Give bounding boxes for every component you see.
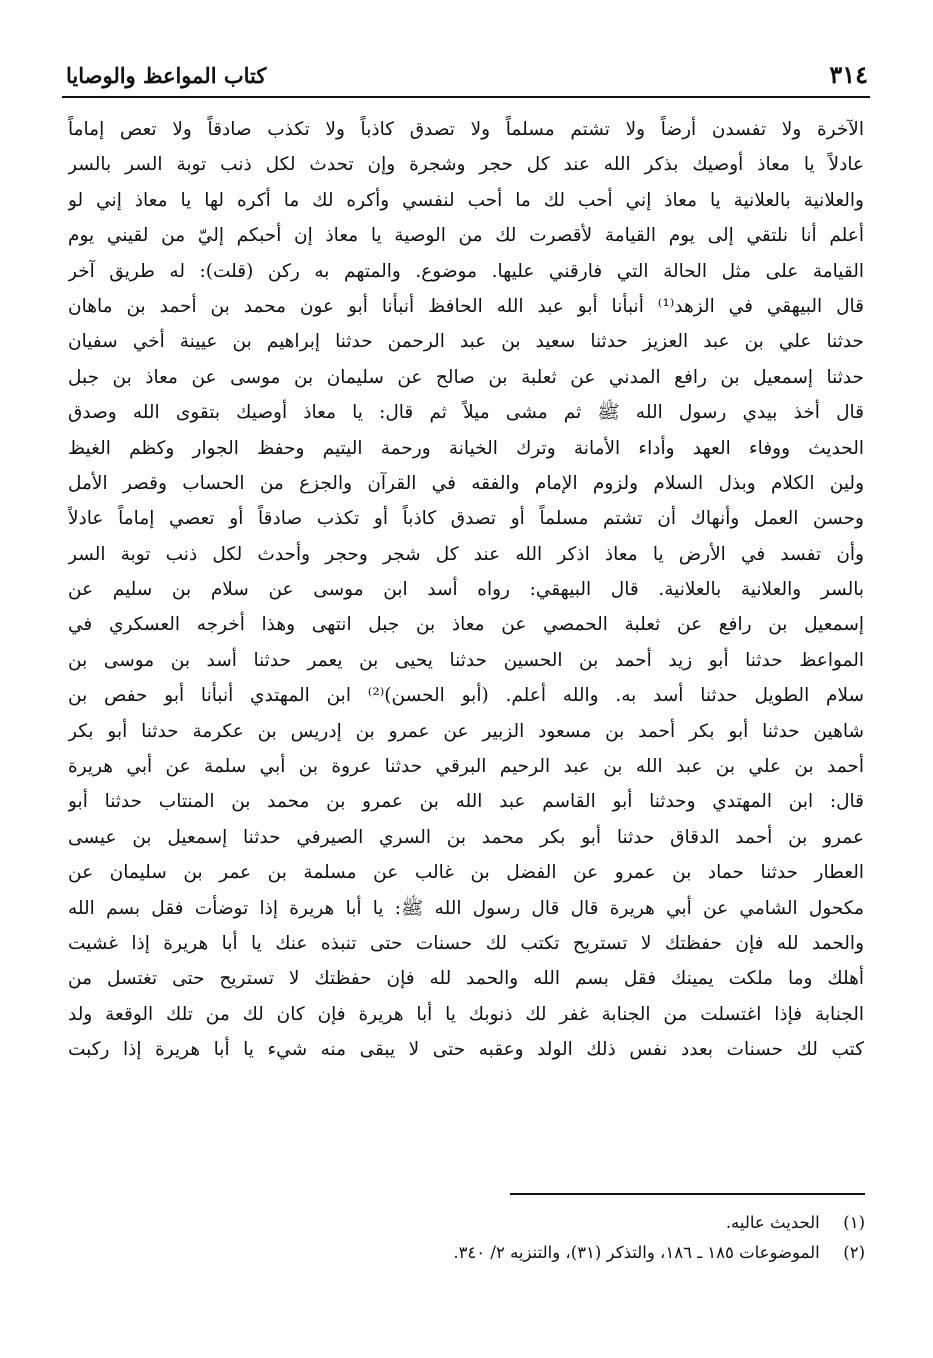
- page-number: ٣١٤: [829, 60, 868, 89]
- text-line: الجنابة فإذا اغتسلت من الجنابة غفر لك ذنوبك يا أبا هريرة فإن كان لك من تلك الوقعة ولد: [68, 1003, 864, 1025]
- text-line: قال أخذ بيدي رسول الله ﷺ ثم مشى ميلاً ثم قال: يا معاذ أوصيك بتقوى الله وصدق: [68, 402, 864, 424]
- text-line: وأن تفسد في الأرض يا معاذ اذكر الله عند كل شجر وحجر وأحدث لكل ذنب توبة السر: [68, 543, 864, 565]
- main-text: [68, 112, 864, 1068]
- text-line: أعلم أنا نلتقي إلى يوم القيامة لأقصرت لك من الوصية يا معاذ إن أحبكم إليّ من لقيني يوم: [68, 225, 864, 247]
- text-line: عمرو بن أحمد الدقاق حدثنا أبو بكر محمد بن السري الصيرفي حدثنا إسمعيل بن عيسى: [68, 826, 864, 848]
- text-line: أهلك وما ملكت يمينك فقل بسم الله والحمد لله فإن حفظتك لا تستريح حتى تغتسل من: [68, 968, 864, 990]
- text-line: قال: ابن المهتدي وحدثنا أبو القاسم عبد الله بن عمرو بن محمد بن المنتاب حدثنا أبو: [68, 791, 864, 813]
- footnote-text: الحديث عاليه.: [725, 1213, 820, 1232]
- footnote-number: (٢): [843, 1243, 865, 1262]
- text-line: العطار حدثنا حماد بن عمرو عن الفضل بن غالب عن مسلمة بن عمر بن سليمان عن: [68, 862, 864, 884]
- footnote-divider: [510, 1193, 865, 1195]
- text-line: إسمعيل بن رافع عن ثعلبة الحمصي عن معاذ بن جبل انتهى وهذا أخرجه العسكري في: [68, 614, 864, 636]
- text-line: مكحول الشامي عن أبي هريرة قال قال رسول الله ﷺ: يا أبا هريرة إذا توضأت فقل بسم الله: [68, 897, 864, 919]
- text-line: الآخرة ولا تفسدن أرضاً ولا تشتم مسلماً ولا تصدق كاذباً ولا تكذب صادقاً ولا تعص إماماً: [68, 119, 864, 140]
- text-line: شاهين حدثنا أبو بكر أحمد بن مسعود الزبير عن عمرو بن إدريس بن عكرمة حدثنا أبو بكر: [68, 720, 864, 742]
- footnote: [69, 1238, 865, 1268]
- text-line: كتب لك حسنات بعدد نفس ذلك الولد وعقبه حتى لا يبقى منه شيء يا أبا هريرة إذا ركبت: [68, 1039, 864, 1061]
- page-header: [62, 56, 870, 98]
- text-line: والعلانية بالعلانية يا معاذ إني أحب لك ما أحب لنفسي وأكره لك ما أكره لها يا معاذ إني لو: [68, 189, 864, 211]
- text-line: أحمد بن علي بن عبد الله بن عبد الرحيم البرقي حدثنا عروة بن أبي سلمة عن أبي هريرة: [68, 756, 864, 778]
- footnote-number: (١): [843, 1213, 865, 1232]
- text-line: حدثنا علي بن عبد العزيز حدثنا سعيد بن عبد الرحمن حدثنا إبراهيم بن عيينة أخي سفيان: [68, 331, 864, 353]
- footnote-text: الموضوعات ١٨٥ ـ ١٨٦، والتذكر (٣١)، والتنزيه ٢/ ٣٤٠.: [453, 1243, 820, 1262]
- text-line: حدثنا إسمعيل بن رافع المدني عن ثعلبة بن صالح عن سليمان بن موسى عن معاذ بن جبل: [68, 366, 864, 388]
- text-line: وحسن العمل وأنهاك أن تشتم مسلماً أو تصدق كاذباً أو تكذب صادقاً أو تعصي إماماً عادلاً: [68, 508, 864, 530]
- text-line: ولين الكلام وبذل السلام ولزوم الإمام والفقه في القرآن والجزع من الحساب وقصر الأمل: [68, 472, 864, 494]
- text-line: القيامة على مثل الحالة التي فارقني عليها. موضوع. والمتهم به ركن (قلت): له طريق آخر: [68, 260, 864, 282]
- text-line: الحديث ووفاء العهد وأداء الأمانة وترك الخيانة ورحمة اليتيم وحفظ الجوار وكظم الغيظ: [68, 437, 864, 459]
- text-line: والحمد لله فإن حفظتك لا تستريح تكتب لك حسنات حتى تنبذه عنك يا أبا هريرة إذا غشيت: [68, 932, 864, 954]
- running-title: كتاب المواعظ والوصايا: [66, 63, 267, 88]
- text-line: المواعظ حدثنا أبو زيد أحمد بن الحسين حدثنا يحيى بن يعمر حدثنا أسد بن موسى بن: [68, 649, 864, 671]
- text-line: قال البيهقي في الزهد⁽¹⁾ أنبأنا أبو عبد الله الحافظ أنبأنا أبو عون محمد بن أحمد بن ماهان: [68, 295, 864, 317]
- footnotes: [69, 1208, 865, 1268]
- text-line: عادلاً يا معاذ أوصيك بذكر الله عند كل حجر وشجرة وإن تحدث لكل ذنب توبة السر بالسر: [68, 154, 864, 176]
- text-line: بالسر والعلانية بالعلانية. قال البيهقي: رواه أسد ابن موسى عن سلام بن سليم عن: [68, 579, 864, 601]
- text-line: سلام الطويل حدثنا أسد به. والله أعلم. (أبو الحسن)⁽²⁾ ابن المهتدي أنبأنا أبو حفص بن: [68, 685, 864, 707]
- footnote: [69, 1208, 865, 1238]
